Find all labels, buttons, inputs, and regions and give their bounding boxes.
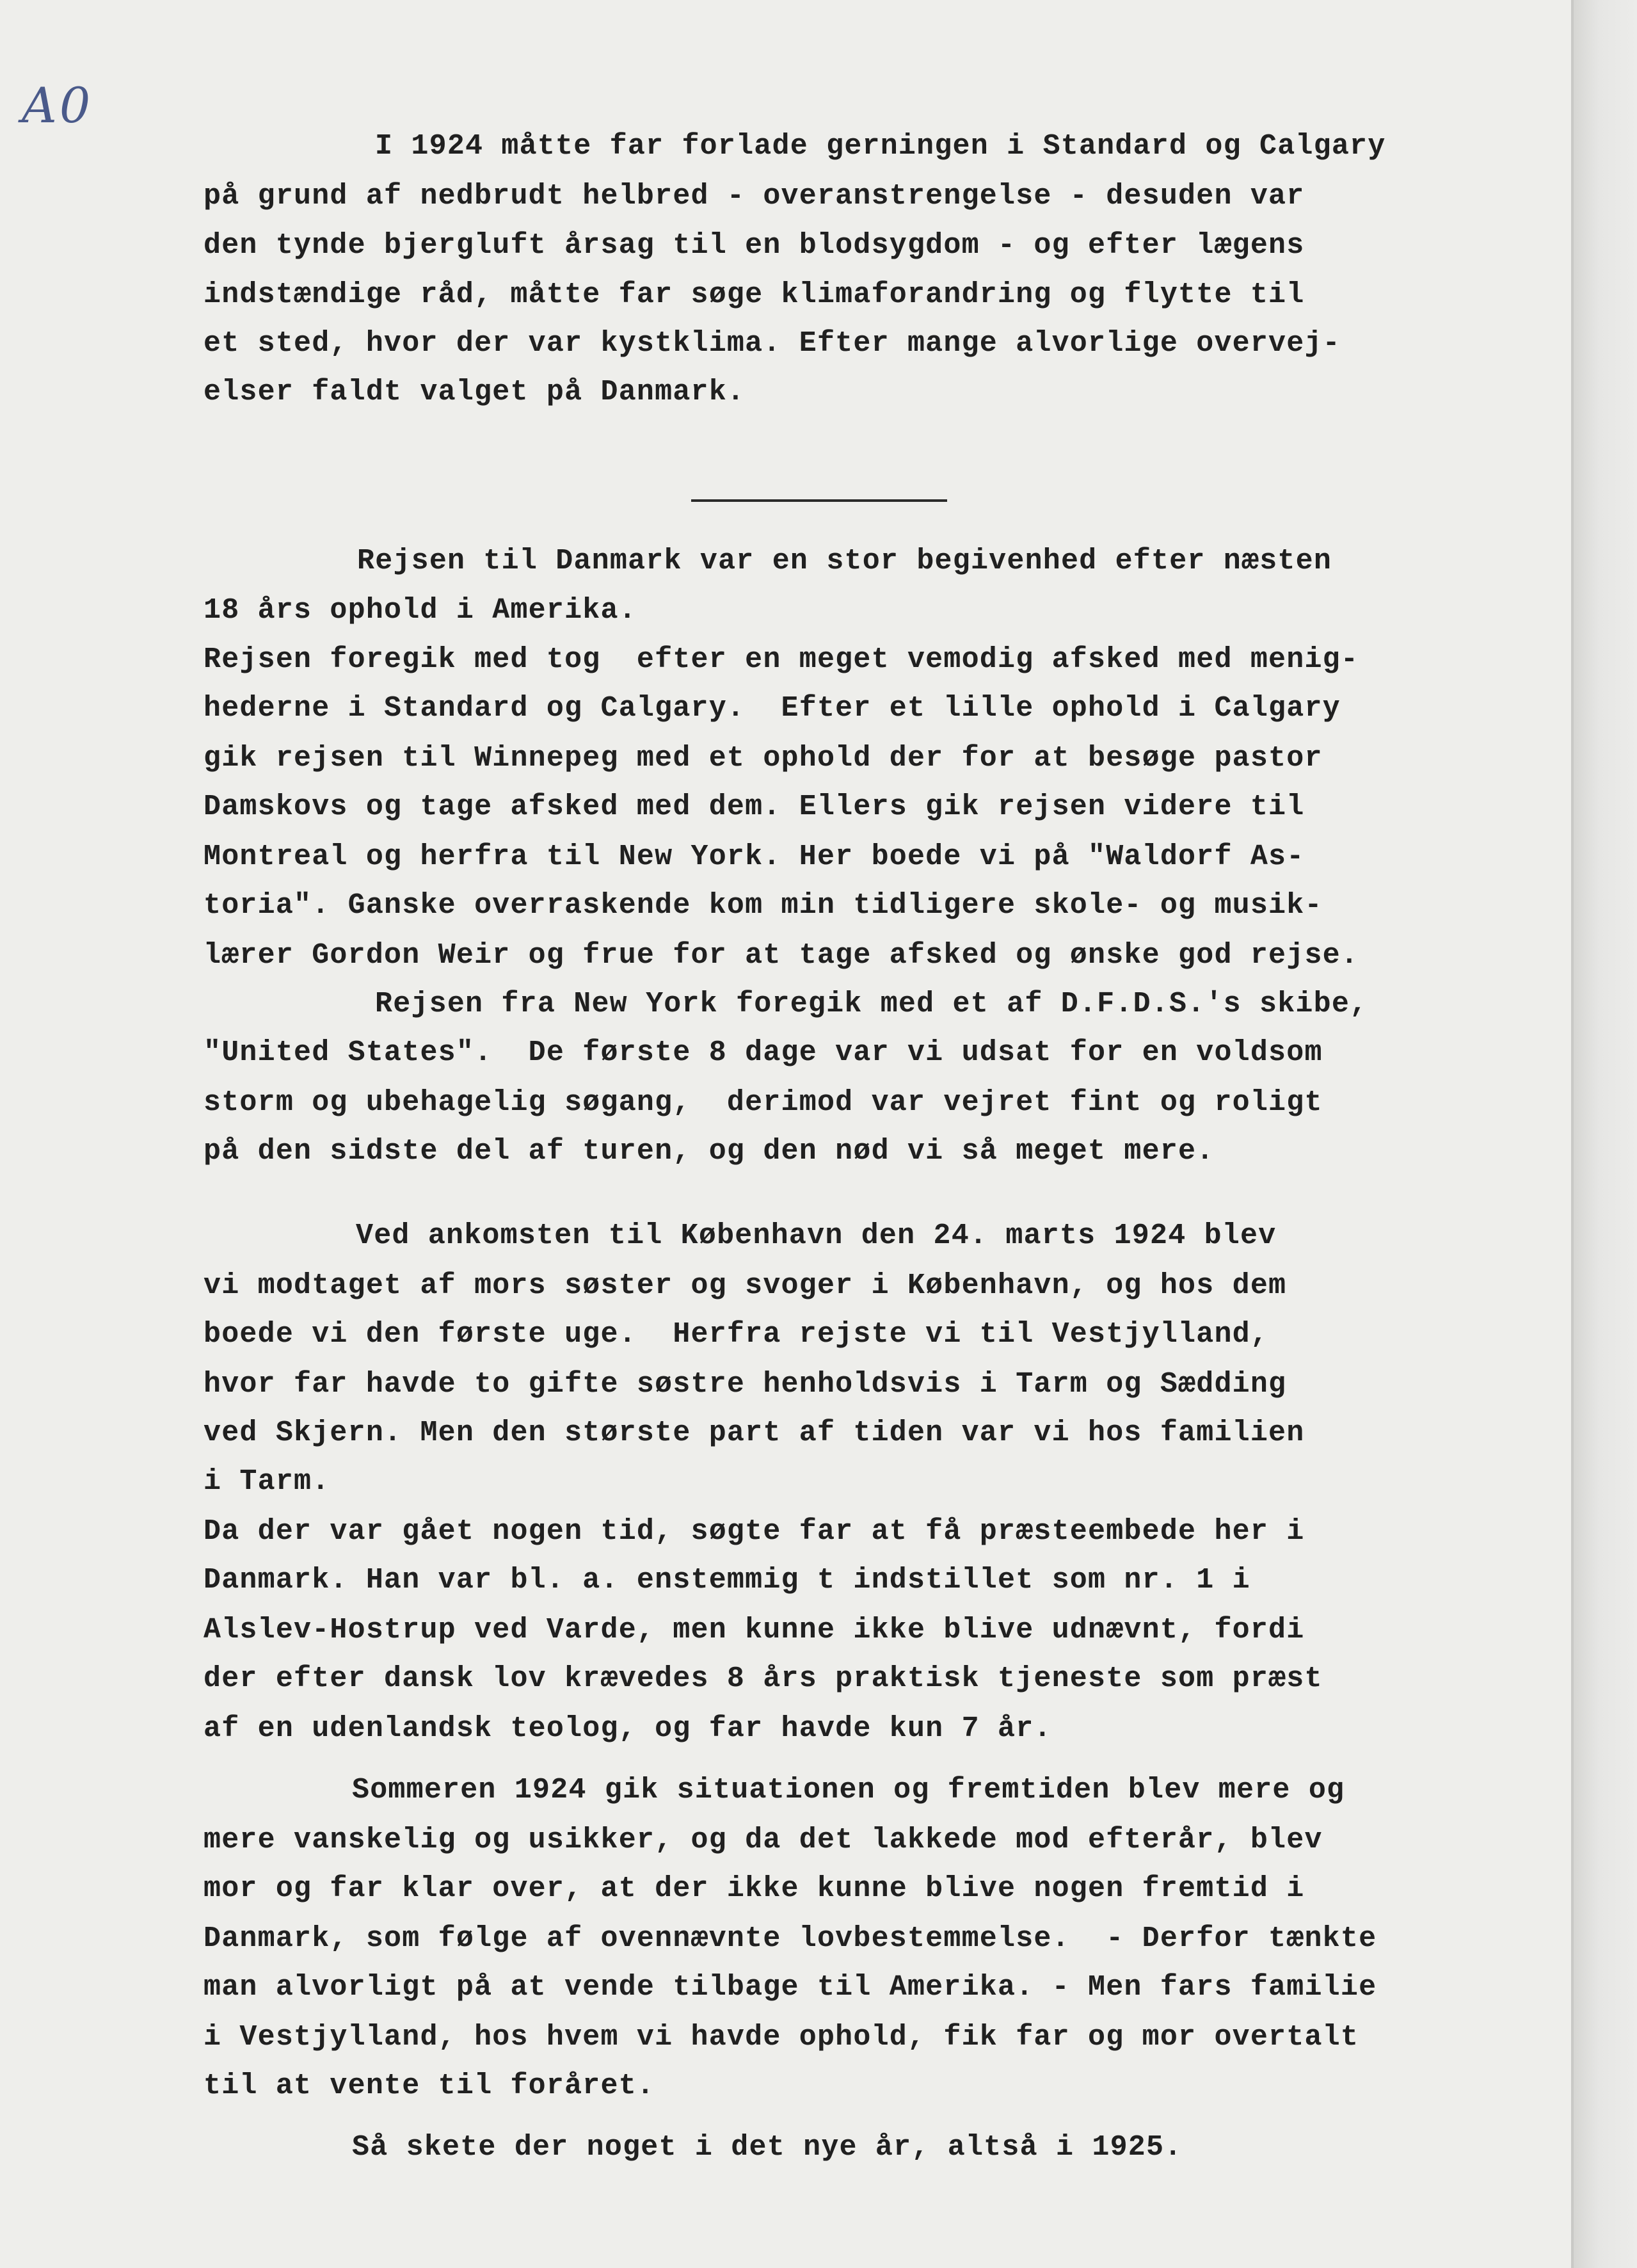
text-line: 18 års ophold i Amerika.	[204, 594, 637, 627]
text-line: Danmark. Han var bl. a. enstemmig t indstillet som nr. 1 i	[204, 1564, 1250, 1596]
section-divider	[691, 499, 947, 502]
text-line: på grund af nedbrudt helbred - overanstrengelse - desuden var	[204, 180, 1305, 213]
text-line: man alvorligt på at vende tilbage til Amerika. - Men fars familie	[204, 1971, 1377, 2004]
text-line: i Tarm.	[204, 1465, 330, 1498]
text-line: Da der var gået nogen tid, søgte far at få præsteembede her i	[204, 1515, 1305, 1548]
text-line: Rejsen foregik med tog efter en meget vemodig afsked med menig-	[204, 643, 1359, 676]
text-line: boede vi den første uge. Herfra rejste vi til Vestjylland,	[204, 1318, 1269, 1351]
text-line: på den sidste del af turen, og den nød vi så meget mere.	[204, 1135, 1215, 1168]
text-line: mere vanskelig og usikker, og da det lakkede mod efterår, blev	[204, 1824, 1323, 1856]
text-line: lærer Gordon Weir og frue for at tage afsked og ønske god rejse.	[204, 939, 1359, 972]
text-line: elser faldt valget på Danmark.	[204, 376, 746, 408]
scan-background	[1574, 0, 1637, 2268]
text-line: vi modtaget af mors søster og svoger i København, og hos dem	[204, 1269, 1287, 1302]
text-line: Så skete der noget i det nye år, altså i 1925.	[352, 2131, 1183, 2164]
text-line: Danmark, som følge af ovennævnte lovbestemmelse. - Derfor tænkte	[204, 1922, 1377, 1955]
text-line: indstændige råd, måtte far søge klimaforandring og flytte til	[204, 278, 1305, 311]
text-line: i Vestjylland, hos hvem vi havde ophold, fik far og mor overtalt	[204, 2021, 1359, 2054]
text-line: ved Skjern. Men den største part af tiden var vi hos familien	[204, 1417, 1305, 1449]
text-line: storm og ubehagelig søgang, derimod var vejret fint og roligt	[204, 1086, 1323, 1119]
text-line: mor og far klar over, at der ikke kunne blive nogen fremtid i	[204, 1872, 1305, 1905]
text-line: I 1924 måtte far forlade gerningen i Standard og Calgary	[375, 130, 1386, 163]
handwritten-margin-note: A0	[22, 77, 93, 134]
text-line: Ved ankomsten til København den 24. marts 1924 blev	[356, 1219, 1277, 1252]
text-line: gik rejsen til Winnepeg med et ophold der for at besøge pastor	[204, 742, 1323, 775]
text-line: Alslev-Hostrup ved Varde, men kunne ikke blive udnævnt, fordi	[204, 1614, 1305, 1646]
text-line: "United States". De første 8 dage var vi udsat for en voldsom	[204, 1036, 1323, 1069]
text-line: der efter dansk lov krævedes 8 års praktisk tjeneste som præst	[204, 1662, 1323, 1695]
text-line: Sommeren 1924 gik situationen og fremtiden blev mere og	[352, 1774, 1345, 1806]
text-line: hvor far havde to gifte søstre henholdsvis i Tarm og Sædding	[204, 1368, 1287, 1401]
text-line: den tynde bjergluft årsag til en blodsygdom - og efter lægens	[204, 229, 1305, 262]
text-line: toria". Ganske overraskende kom min tidligere skole- og musik-	[204, 889, 1323, 922]
text-line: et sted, hvor der var kystklima. Efter mange alvorlige overvej-	[204, 327, 1341, 360]
text-line: Rejsen fra New York foregik med et af D.F.D.S.'s skibe,	[375, 988, 1368, 1020]
text-line: Rejsen til Danmark var en stor begivenhed efter næsten	[357, 545, 1332, 577]
text-line: til at vente til foråret.	[204, 2070, 655, 2102]
text-line: af en udenlandsk teolog, og far havde kun 7 år.	[204, 1712, 1052, 1745]
text-line: Damskovs og tage afsked med dem. Ellers gik rejsen videre til	[204, 791, 1305, 823]
text-line: hederne i Standard og Calgary. Efter et lille ophold i Calgary	[204, 692, 1341, 725]
text-line: Montreal og herfra til New York. Her boede vi på "Waldorf As-	[204, 840, 1305, 873]
